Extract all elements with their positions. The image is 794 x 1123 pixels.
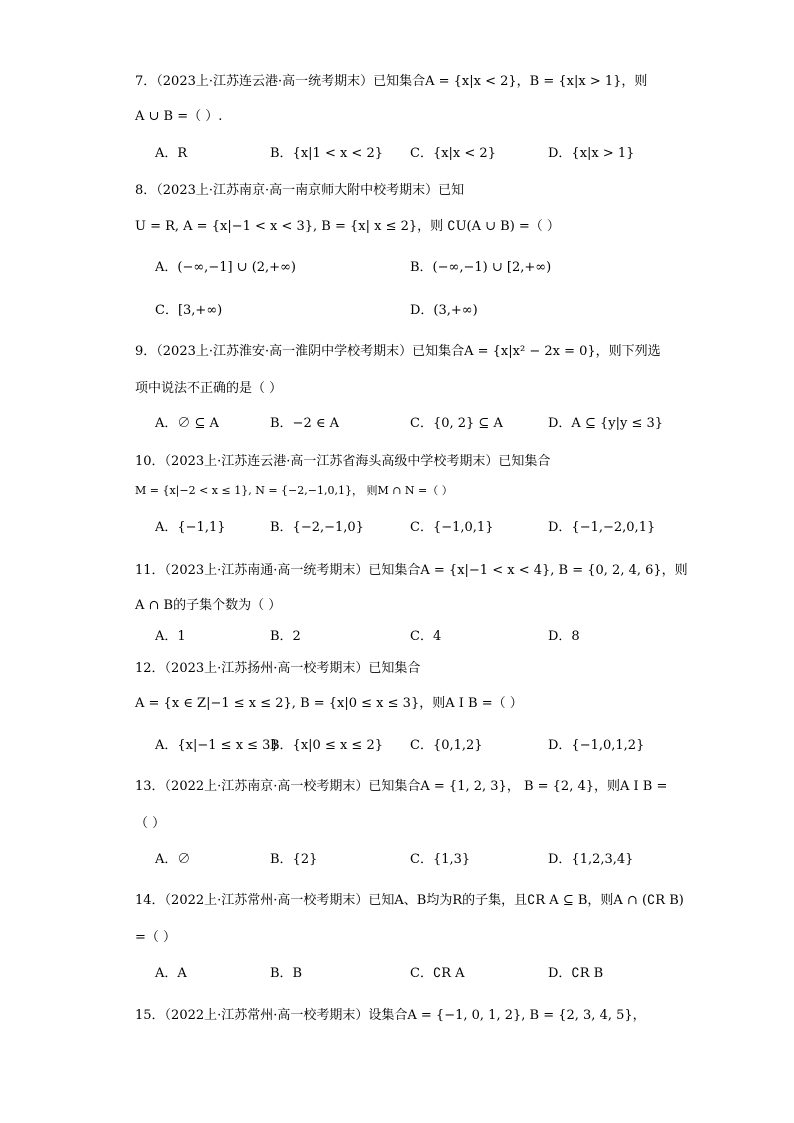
question-11-option-a: A．1 — [155, 629, 186, 644]
question-13-stem-line-1: 13．（2022上·江苏南京·高一校考期末）已知集合A = {1, 2, 3}， B = {2, 4}，则A I B = — [135, 779, 668, 794]
question-12-option-b: B．{x|0 ≤ x ≤ 2} — [270, 738, 383, 753]
question-13-stem-line-2: （ ） — [135, 816, 166, 831]
question-11-option-d: D．8 — [548, 629, 580, 644]
question-14-option-c: C．∁R A — [410, 966, 465, 981]
question-11-stem-line-2: A ∩ B的子集个数为（ ） — [135, 598, 282, 613]
question-14-stem-line-1: 14．（2022上·江苏常州·高一校考期末）已知A、B均为R的子集，且∁R A ⊆ B，则A ∩ (∁R B) — [135, 893, 684, 908]
question-10-option-a: A．{−1,1} — [155, 520, 226, 535]
question-13-option-c: C．{1,3} — [410, 852, 471, 867]
question-14-option-d: D．∁R B — [548, 966, 604, 981]
question-12-stem-line-2: A = {x ∈ Z|−1 ≤ x ≤ 2}, B = {x|0 ≤ x ≤ 3}，则A I B =（ ） — [135, 696, 523, 711]
question-10-option-b: B．{−2,−1,0} — [270, 520, 364, 535]
question-7-option-b: B．{x|1 < x < 2} — [270, 146, 383, 161]
question-12-option-a: A．{x|−1 ≤ x ≤ 3} — [155, 738, 279, 753]
question-14-stem-line-2: =（ ） — [135, 930, 177, 945]
question-12-option-c: C．{0,1,2} — [410, 738, 483, 753]
question-9-option-d: D．A ⊆ {y|y ≤ 3} — [548, 416, 664, 431]
question-9-option-a: A．∅ ⊆ A — [155, 416, 219, 431]
question-13-option-d: D．{1,2,3,4} — [548, 852, 634, 867]
question-11-stem-line-1: 11．（2023上·江苏南通·高一统考期末）已知集合A = {x|−1 < x < 4}, B = {0, 2, 4, 6}，则 — [135, 563, 688, 578]
question-7-stem-line-2: A ∪ B =（ ）. — [135, 109, 223, 124]
question-9-stem-line-2: 项中说法不正确的是（ ） — [135, 381, 283, 396]
question-8-option-d: D．(3,+∞) — [410, 303, 478, 318]
question-7-option-d: D．{x|x > 1} — [548, 146, 635, 161]
question-8-option-a: A．(−∞,−1] ∪ (2,+∞) — [155, 260, 296, 275]
question-8-stem-line-2: U = R, A = {x|−1 < x < 3}, B = {x| x ≤ 2}，则 ∁U(A ∪ B) =（ ） — [135, 219, 560, 234]
question-13-option-a: A．∅ — [155, 852, 191, 867]
question-8-option-c: C．[3,+∞) — [155, 303, 223, 318]
question-15-stem-line-1: 15．（2022上·江苏常州·高一校考期末）设集合A = {−1, 0, 1, 2}, B = {2, 3, 4, 5}， — [135, 1008, 646, 1023]
question-7-stem-line-1: 7．（2023上·江苏连云港·高一统考期末）已知集合A = {x|x < 2}，B = {x|x > 1}，则 — [135, 74, 648, 89]
question-8-option-b: B．(−∞,−1) ∪ [2,+∞) — [410, 260, 552, 275]
question-9-stem-line-1: 9．（2023上·江苏淮安·高一淮阴中学校考期末）已知集合A = {x|x² − 2x = 0}，则下列选 — [135, 344, 661, 359]
question-12-stem-line-1: 12．（2023上·江苏扬州·高一校考期末）已知集合 — [135, 661, 421, 676]
question-10-stem-line-2: M = {x|−2 < x ≤ 1}, N = {−2,−1,0,1}， 则M ∩ N =（ ） — [135, 484, 453, 497]
question-14-option-a: A．A — [155, 966, 187, 981]
question-11-option-c: C．4 — [410, 629, 442, 644]
question-10-option-d: D．{−1,−2,0,1} — [548, 520, 656, 535]
question-7-option-a: A．R — [155, 146, 188, 161]
question-12-option-d: D．{−1,0,1,2} — [548, 738, 645, 753]
question-9-option-c: C．{0, 2} ⊆ A — [410, 416, 503, 431]
question-7-option-c: C．{x|x < 2} — [410, 146, 496, 161]
question-11-option-b: B．2 — [270, 629, 301, 644]
question-10-option-c: C．{−1,0,1} — [410, 520, 494, 535]
question-14-option-b: B．B — [270, 966, 303, 981]
question-8-stem-line-1: 8．（2023上·江苏南京·高一南京师大附中校考期末）已知 — [135, 183, 465, 198]
question-9-option-b: B．−2 ∈ A — [270, 416, 339, 431]
question-10-stem-line-1: 10．（2023上·江苏连云港·高一江苏省海头高级中学校考期末）已知集合 — [135, 454, 551, 469]
question-13-option-b: B．{2} — [270, 852, 318, 867]
